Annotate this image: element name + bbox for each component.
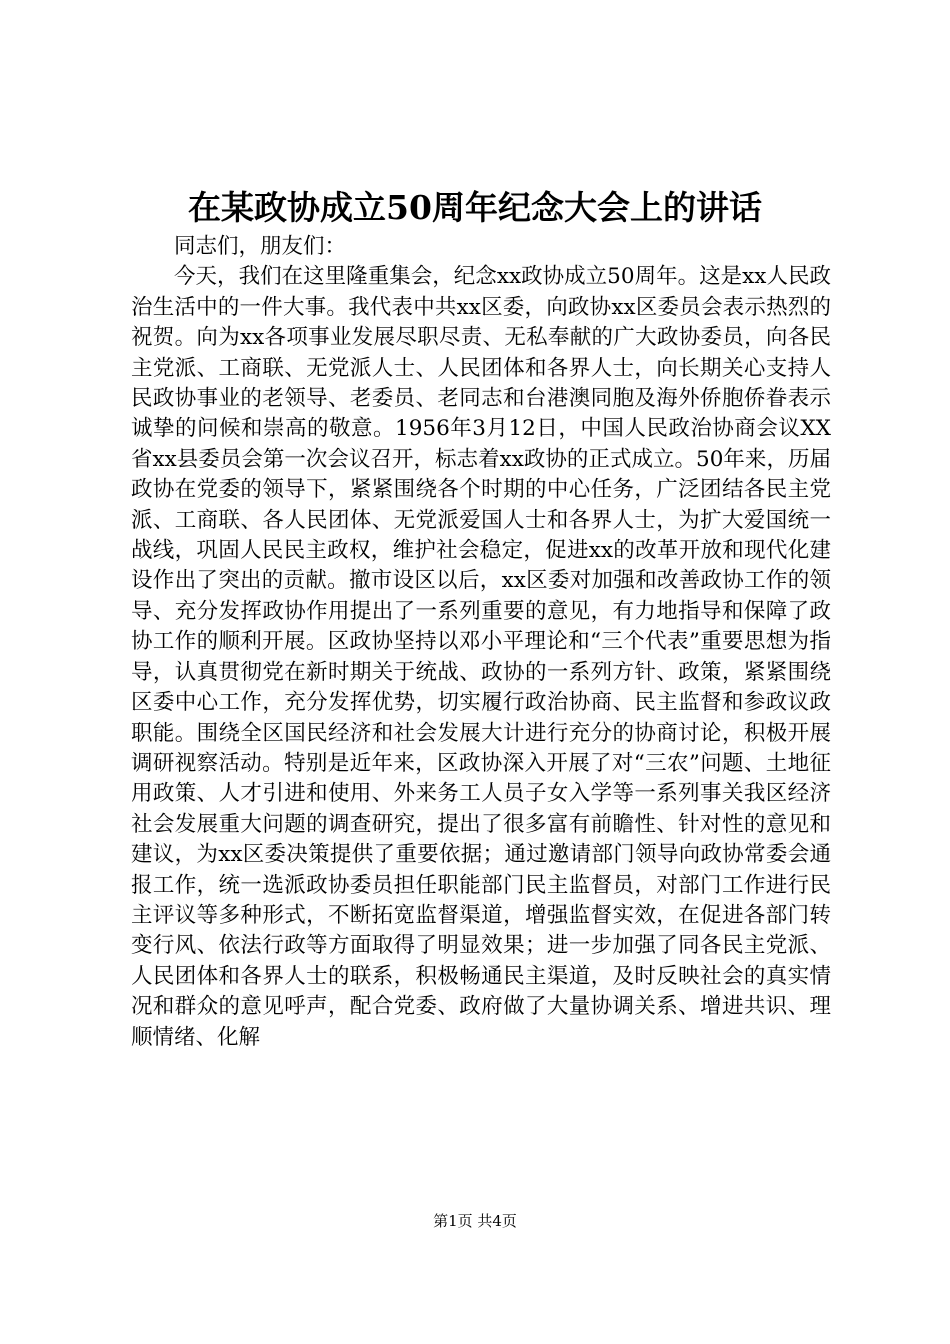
page-footer: 第1页 共4页 (433, 1212, 517, 1230)
document-body (131, 232, 831, 1053)
greeting: 同志们，朋友们： (174, 234, 347, 259)
paragraph: 今天，我们在这里隆重集会，纪念xx政协成立50周年。这是xx人民政治生活中的一件大事。我代表中共xx区委，向政协xx区委员会表示热烈的祝贺。向为xx各项事业发展尽职尽责、无私奉献的广大政协委员，向各民主党派、工商联、无党派人士、人民团体和各界人士，向长期关心支持人民政协事业的老领导、老委员、老同志和台港澳同胞及海外侨胞侨眷表示诚挚的问候和崇高的敬意。1956年3月12日，中国人民政治协商会议XX省xx县委员会第一次会议召开，标志着xx政协的正式成立。50年来，历届政协在党委的领导下，紧紧围绕各个时期的中心任务，广泛团结各民主党派、工商联、各人民团体、无党派爱国人士和各界人士，为扩大爱国统一战线，巩固人民民主政权，维护社会稳定，促进xx的改革开放和现代化建设作出了突出的贡献。撤市设区以后，xx区委对加强和改善政协工作的领导、充分发挥政协作用提出了一系列重要的意见，有力地指导和保障了政协工作的顺利开展。区政协坚持以邓小平理论和“三个代表”重要思想为指导，认真贯彻党在新时期关于统战、政协的一系列方针、政策，紧紧围绕区委中心工作，充分发挥优势，切实履行政治协商、民主监督和参政议政职能。围绕全区国民经济和社会发展大计进行充分的协商讨论，积极开展调研视察活动。特别是近年来，区政协深入开展了对“三农”问题、土地征用政策、人才引进和使用、外来务工人员子女入学等一系列事关我区经济社会发展重大问题的调查研究，提出了很多富有前瞻性、针对性的意见和建议，为xx区委决策提供了重要依据；通过邀请部门领导向政协常委会通报工作，统一选派政协委员担任职能部门民主监督员，对部门工作进行民主评议等多种形式，不断拓宽监督渠道，增强监督实效，在促进各部门转变行风、依法行政等方面取得了明显效果；进一步加强了同各民主党派、人民团体和各界人士的联系，积极畅通民主渠道，及时反映社会的真实情况和群众的意见呼声，配合党委、政府做了大量协调关系、增进共识、理顺情绪、化解 (131, 264, 831, 1050)
document-title: 在某政协成立50周年纪念大会上的讲话 (188, 188, 762, 227)
